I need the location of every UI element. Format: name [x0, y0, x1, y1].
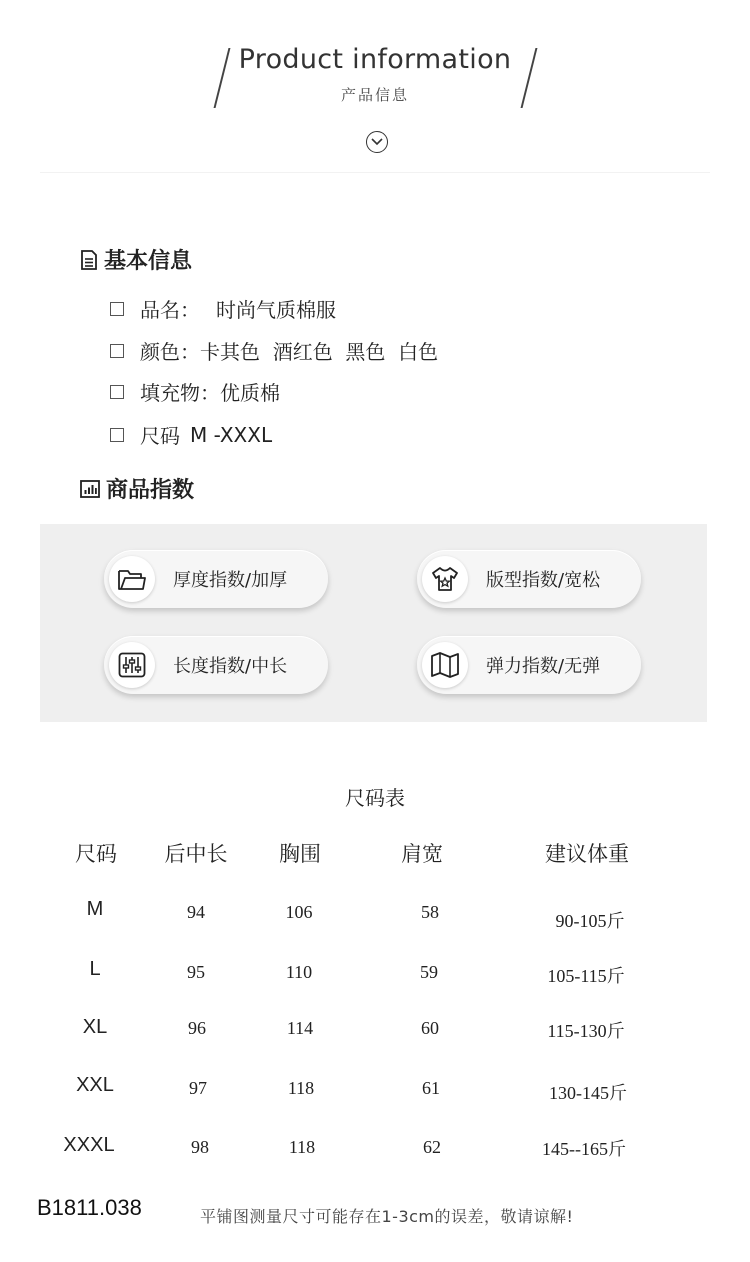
- info-row-size: [110, 420, 272, 449]
- checkbox-icon: [110, 385, 124, 399]
- table-cell: 94: [187, 902, 205, 922]
- table-cell: 61: [422, 1078, 440, 1098]
- folder-icon: [109, 556, 155, 602]
- info-label: 填充物：: [140, 381, 220, 405]
- basic-info-heading: 基本信息: [80, 244, 192, 275]
- info-value: M -XXXL: [190, 422, 273, 447]
- table-cell: 145--165斤: [542, 1139, 626, 1159]
- table-cell: 59: [420, 962, 438, 982]
- bar-chart-icon: [80, 480, 100, 498]
- table-cell: 62: [423, 1137, 441, 1157]
- index-pill-fit: [417, 550, 641, 608]
- table-cell: 114: [286, 1018, 314, 1038]
- table-cell: 98: [191, 1137, 209, 1157]
- checkbox-icon: [110, 428, 124, 442]
- index-pill-elasticity: [417, 636, 641, 694]
- map-icon: [422, 642, 468, 688]
- info-value: 优质棉: [220, 381, 280, 405]
- checkbox-icon: [110, 302, 124, 316]
- table-cell: 58: [421, 902, 439, 922]
- index-pill-thickness: [104, 550, 328, 608]
- sliders-icon: [109, 642, 155, 688]
- table-cell: 90-105斤: [555, 911, 625, 931]
- table-cell: 60: [421, 1018, 439, 1038]
- table-cell: 95: [187, 962, 205, 982]
- index-text: 版型指数/宽松: [486, 570, 601, 591]
- divider: [40, 172, 710, 173]
- product-index-heading: 商品指数: [80, 473, 194, 504]
- table-cell: XL: [82, 1016, 108, 1038]
- table-cell: 115-130斤: [547, 1021, 625, 1041]
- table-cell: 118: [288, 1137, 316, 1157]
- table-cell: L: [89, 958, 101, 980]
- info-label: 尺码: [140, 424, 180, 448]
- info-label: 颜色：: [140, 340, 200, 364]
- index-text: 弹力指数/无弹: [486, 656, 601, 677]
- table-header-cell: 建议体重: [545, 842, 629, 866]
- index-pill-length: [104, 636, 328, 694]
- product-index-panel: [40, 524, 707, 722]
- table-cell: 96: [188, 1018, 206, 1038]
- table-header-cell: 后中长: [164, 842, 228, 866]
- info-row-color: [110, 336, 438, 365]
- table-header-cell: 胸围: [279, 842, 321, 866]
- info-value: 时尚气质棉服: [216, 298, 336, 322]
- page-subtitle: 产品信息: [340, 86, 409, 104]
- index-text: 厚度指数/加厚: [173, 570, 288, 591]
- table-cell: XXL: [76, 1074, 114, 1096]
- info-row-name: [110, 294, 336, 323]
- index-text: 长度指数/中长: [173, 656, 288, 677]
- table-header-cell: 肩宽: [401, 842, 443, 866]
- size-table-title: 尺码表: [345, 786, 405, 810]
- product-code: B1811.038: [37, 1195, 142, 1220]
- table-cell: 118: [287, 1078, 315, 1098]
- table-header-cell: 尺码: [75, 842, 117, 866]
- table-cell: 110: [285, 962, 313, 982]
- info-label: 品名：: [140, 298, 200, 322]
- page-title: Product information: [238, 44, 512, 75]
- info-row-filling: [110, 377, 280, 406]
- table-cell: XXXL: [63, 1134, 115, 1156]
- table-cell: 130-145斤: [549, 1083, 627, 1103]
- chevron-down-icon: [366, 131, 388, 153]
- checkbox-icon: [110, 344, 124, 358]
- table-cell: 97: [189, 1078, 207, 1098]
- info-value: 卡其色 酒红色 黑色 白色: [200, 340, 439, 364]
- measurement-note: 平铺图测量尺寸可能存在1-3cm的误差，敬请谅解!: [200, 1207, 574, 1226]
- document-icon: [80, 250, 98, 270]
- table-cell: 105-115斤: [547, 966, 625, 986]
- table-cell: 106: [285, 902, 313, 922]
- tshirt-icon: [422, 556, 468, 602]
- table-cell: M: [86, 898, 104, 920]
